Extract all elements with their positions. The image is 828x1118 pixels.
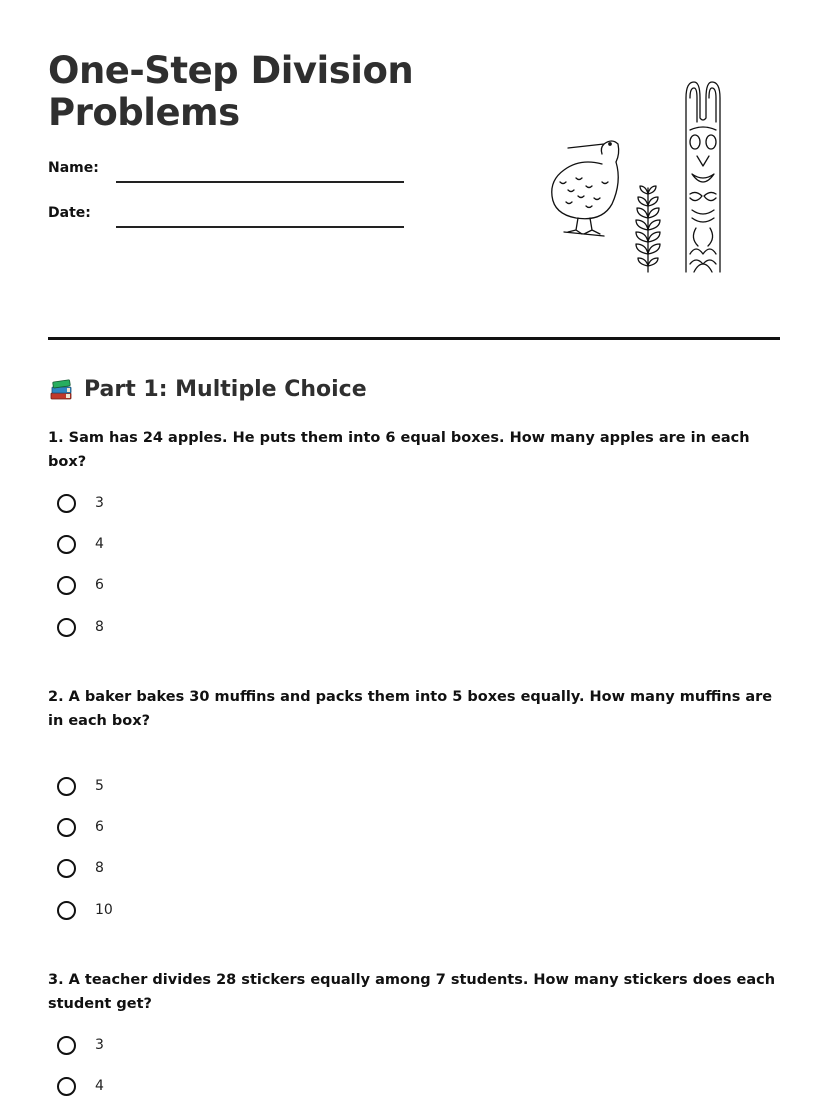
option-label: 3 <box>95 495 104 511</box>
carved-pou-icon <box>686 82 720 272</box>
option-label: 8 <box>95 860 104 876</box>
radio-circle-icon[interactable] <box>57 494 76 513</box>
radio-circle-icon[interactable] <box>57 1077 76 1096</box>
q3-option-2[interactable] <box>57 1073 104 1099</box>
radio-circle-icon[interactable] <box>57 777 76 796</box>
header-divider <box>48 337 780 340</box>
kiwi-bird-icon <box>552 141 619 236</box>
date-write-line[interactable] <box>116 226 404 228</box>
radio-circle-icon[interactable] <box>57 576 76 595</box>
name-label: Name: <box>48 160 99 176</box>
option-label: 8 <box>95 619 104 635</box>
radio-circle-icon[interactable] <box>57 818 76 837</box>
q1-option-2[interactable] <box>57 531 104 557</box>
question-3: 3. A teacher divides 28 stickers equally among 7 students. How many stickers does each student get? <box>48 972 776 1012</box>
option-label: 3 <box>95 1037 104 1053</box>
date-field-row <box>48 203 408 233</box>
option-label: 4 <box>95 536 104 552</box>
q1-option-4[interactable] <box>57 614 104 640</box>
fern-icon <box>636 186 660 272</box>
q3-option-1[interactable] <box>57 1032 104 1058</box>
q2-option-1[interactable] <box>57 773 104 799</box>
kiwi-fern-pou-illustration <box>546 78 726 276</box>
question-1: 1. Sam has 24 apples. He puts them into 6 equal boxes. How many apples are in each box? <box>48 430 750 470</box>
section-heading <box>48 374 367 404</box>
books-icon <box>48 376 74 402</box>
date-label: Date: <box>48 205 91 221</box>
option-label: 10 <box>95 902 113 918</box>
q1-option-1[interactable] <box>57 490 104 516</box>
radio-circle-icon[interactable] <box>57 859 76 878</box>
radio-circle-icon[interactable] <box>57 535 76 554</box>
option-label: 4 <box>95 1078 104 1094</box>
q2-option-4[interactable] <box>57 897 113 923</box>
option-label: 6 <box>95 819 104 835</box>
q2-option-3[interactable] <box>57 855 104 881</box>
q2-option-2[interactable] <box>57 814 104 840</box>
option-label: 6 <box>95 577 104 593</box>
q1-option-3[interactable] <box>57 572 104 598</box>
page-title: One-Step Division Problems <box>48 49 414 134</box>
radio-circle-icon[interactable] <box>57 1036 76 1055</box>
question-2: 2. A baker bakes 30 muffins and packs them into 5 boxes equally. How many muffins are in each box? <box>48 689 773 729</box>
name-field-row <box>48 158 408 188</box>
section-heading-text: Part 1: Multiple Choice <box>84 376 367 402</box>
option-label: 5 <box>95 778 104 794</box>
name-write-line[interactable] <box>116 181 404 183</box>
radio-circle-icon[interactable] <box>57 901 76 920</box>
radio-circle-icon[interactable] <box>57 618 76 637</box>
